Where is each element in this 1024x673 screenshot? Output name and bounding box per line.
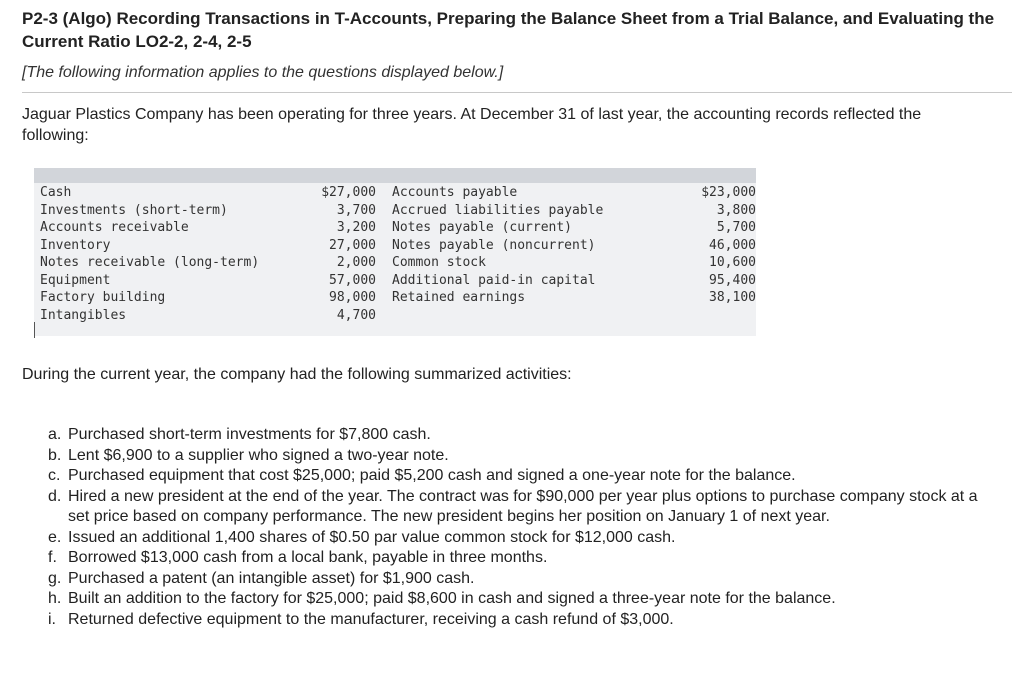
activities-lead: During the current year, the company had the following summarized activities: — [22, 366, 572, 383]
item-text: Built an addition to the factory for $25,000; paid $8,600 in cash and signed a three-year note for the balance. — [68, 590, 836, 607]
page-title: P2-3 (Algo) Recording Transactions in T-Accounts, Preparing the Balance Sheet from a Trial Balance, and Evaluating the Current Ratio LO2-2, 2-4, 2-5 — [22, 9, 995, 51]
right-account-label: Notes payable (current) — [392, 220, 573, 235]
item-text: Hired a new president at the end of the year. The contract was for $90,000 per year plus options to purchase company stock at a set price based on company performance. The new president begins her position on January 1 of next year. — [68, 487, 978, 525]
item-text: Purchased equipment that cost $25,000; paid $5,200 cash and signed a one-year note for the balance. — [68, 467, 796, 484]
left-account-value: 57,000 — [329, 272, 376, 288]
left-account-value: 4,700 — [336, 307, 376, 323]
right-account-value: 3,800 — [716, 202, 756, 218]
activities-list — [48, 425, 998, 630]
item-text: Issued an additional 1,400 shares of $0.50 par value common stock for $12,000 cash. — [68, 528, 676, 546]
item-letter: e. — [48, 528, 62, 546]
table-row — [34, 202, 756, 219]
table-row — [34, 272, 756, 289]
item-letter: f. — [48, 549, 57, 566]
left-account-label: Investments (short-term) — [40, 202, 228, 218]
right-account-label: Retained earnings — [392, 290, 526, 305]
divider — [22, 92, 1012, 93]
item-text: Lent $6,900 to a supplier who signed a two-year note. — [68, 446, 449, 464]
left-account-label: Cash — [40, 185, 72, 200]
table-row — [34, 184, 756, 201]
left-account-value: 98,000 — [329, 290, 376, 305]
right-account-value: 10,600 — [709, 255, 756, 270]
left-account-value: $27,000 — [321, 185, 376, 200]
right-account-label: Common stock — [392, 255, 486, 270]
left-account-label: Accounts receivable — [40, 220, 189, 235]
list-item — [48, 425, 998, 446]
right-account-value: 5,700 — [716, 220, 756, 235]
item-letter: d. — [48, 487, 62, 505]
left-account-value: 2,000 — [336, 255, 376, 270]
right-account-label: Notes payable (noncurrent) — [392, 237, 596, 253]
item-letter: b. — [48, 446, 62, 464]
right-account-value: 95,400 — [709, 272, 756, 288]
balances-table — [34, 168, 756, 336]
list-item — [48, 610, 998, 631]
right-account-value: 46,000 — [709, 237, 756, 253]
left-account-label: Factory building — [40, 290, 166, 305]
item-text: Borrowed $13,000 cash from a local bank, payable in three months. — [68, 549, 548, 566]
right-account-value: $23,000 — [701, 185, 756, 200]
item-letter: h. — [48, 590, 62, 607]
item-letter: c. — [48, 467, 61, 484]
item-text: Purchased a patent (an intangible asset) for $1,900 cash. — [68, 569, 475, 587]
item-text: Returned defective equipment to the manufacturer, receiving a cash refund of $3,000. — [68, 610, 674, 628]
list-item — [48, 446, 998, 467]
item-letter: i. — [48, 610, 56, 628]
item-letter: a. — [48, 426, 62, 443]
table-row — [34, 254, 756, 271]
intro-paragraph: Jaguar Plastics Company has been operating for three years. At December 31 of last year, the accounting records reflected the following: — [22, 106, 922, 144]
table-edge-mark — [34, 322, 35, 338]
left-account-value: 3,200 — [336, 220, 376, 235]
right-account-value: 38,100 — [709, 290, 756, 305]
list-item — [48, 569, 998, 590]
list-item — [48, 589, 998, 610]
right-account-label: Accounts payable — [392, 185, 518, 200]
left-account-label: Intangibles — [40, 307, 127, 323]
table-row — [34, 289, 756, 306]
table-row — [34, 219, 756, 236]
item-text: Purchased short-term investments for $7,800 cash. — [68, 426, 431, 443]
list-item — [48, 528, 998, 549]
list-item — [48, 548, 998, 569]
left-account-label: Equipment — [40, 272, 111, 288]
list-item — [48, 487, 998, 528]
shared-info-note: [The following information applies to the questions displayed below.] — [22, 64, 504, 81]
left-account-label: Inventory — [40, 237, 111, 253]
table-row — [34, 237, 756, 254]
left-account-value: 3,700 — [336, 202, 376, 218]
list-item — [48, 466, 998, 487]
right-account-label: Additional paid-in capital — [392, 272, 596, 288]
table-header-band — [34, 168, 756, 183]
table-row — [34, 307, 756, 324]
left-account-value: 27,000 — [329, 237, 376, 253]
left-account-label: Notes receivable (long-term) — [40, 255, 260, 270]
right-account-label: Accrued liabilities payable — [392, 202, 604, 218]
item-letter: g. — [48, 569, 62, 587]
